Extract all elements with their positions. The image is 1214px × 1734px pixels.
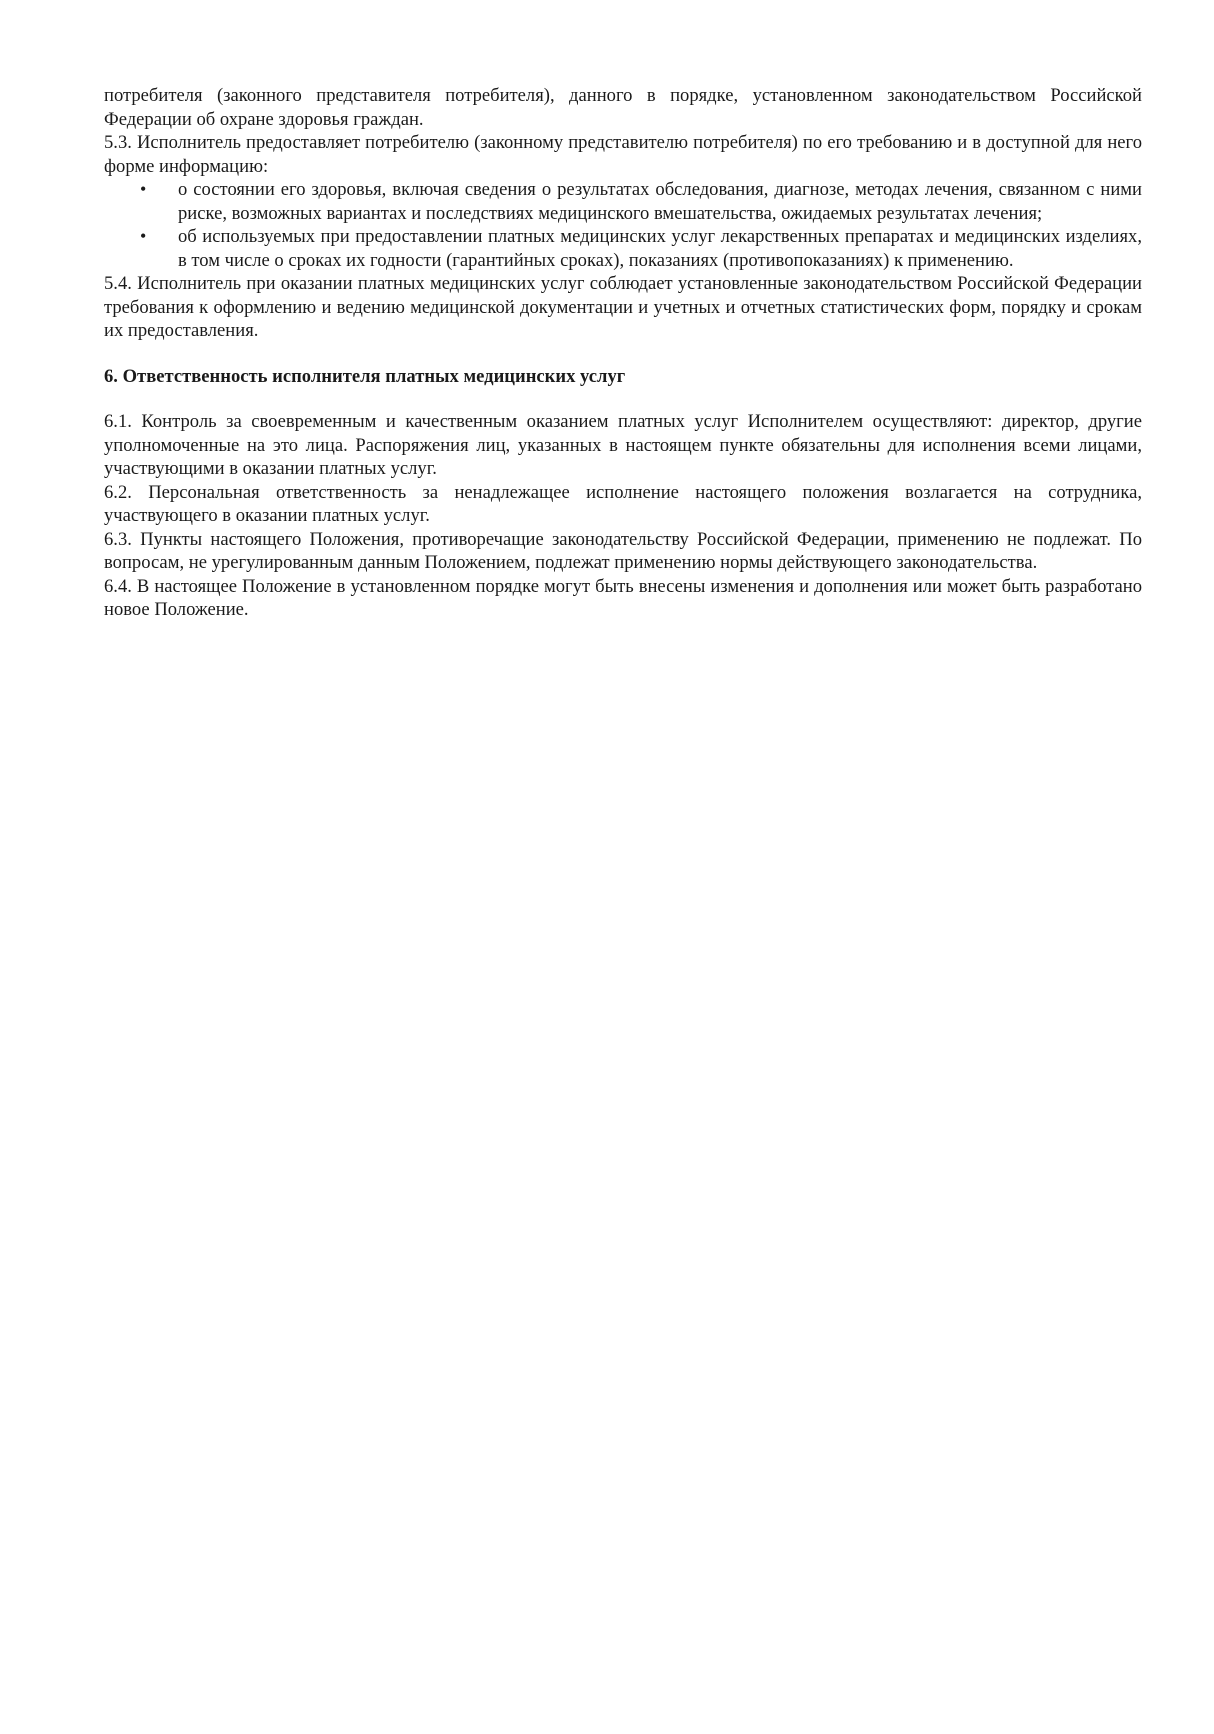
clause-6-3: 6.3. Пункты настоящего Положения, противоречащие законодательству Российской Федерации, применению не подлежат. По вопросам, не урегулированным данным Положением, подлежат применению нормы действующего законодательства. xyxy=(104,528,1142,573)
clause-5-4: 5.4. Исполнитель при оказании платных медицинских услуг соблюдает установленные законодательством Российской Федерации требования к оформлению и ведению медицинской документации и учетных и отчетных статистических форм, порядку и срокам их предоставления. xyxy=(104,273,1142,341)
clause-6-2: 6.2. Персональная ответственность за ненадлежащее исполнение настоящего положения возлагается на сотрудника, участвующего в оказании платных услуг. xyxy=(104,481,1142,526)
list-item-text: об используемых при предоставлении платных медицинских услуг лекарственных препаратах и медицинских изделиях, в том числе о сроках их годности (гарантийных сроках), показаниях (противопоказаниях) к применению. xyxy=(178,226,1142,271)
clause-5-3: 5.3. Исполнитель предоставляет потребителю (законному представителю потребителя) по его требованию и в доступной для него форме информацию: xyxy=(104,132,1142,177)
list-item xyxy=(104,178,1142,225)
document-page xyxy=(104,84,1142,622)
clause-6-1: 6.1. Контроль за своевременным и качественным оказанием платных услуг Исполнителем осуществляют: директор, другие уполномоченные на это лица. Распоряжения лиц, указанных в настоящем пункте обязательны для исполнения всеми лицами, участвующими в оказании платных услуг. xyxy=(104,411,1142,479)
clause-6-4: 6.4. В настоящее Положение в установленном порядке могут быть внесены изменения и дополнения или может быть разработано новое Положение. xyxy=(104,575,1142,620)
bullet-icon: • xyxy=(140,226,147,246)
info-bullet-list xyxy=(104,178,1142,272)
bullet-icon: • xyxy=(140,179,147,199)
section-6-heading: 6. Ответственность исполнителя платных медицинских услуг xyxy=(104,365,626,387)
intro-paragraph: потребителя (законного представителя потребителя), данного в порядке, установленном законодательством Российской Федерации об охране здоровья граждан. xyxy=(104,85,1142,130)
list-item-text: о состоянии его здоровья, включая сведения о результатах обследования, диагнозе, методах лечения, связанном с ними риске, возможных вариантах и последствиях медицинского вмешательства, ожидаемых результатах лечения; xyxy=(178,179,1142,224)
list-item xyxy=(104,225,1142,272)
